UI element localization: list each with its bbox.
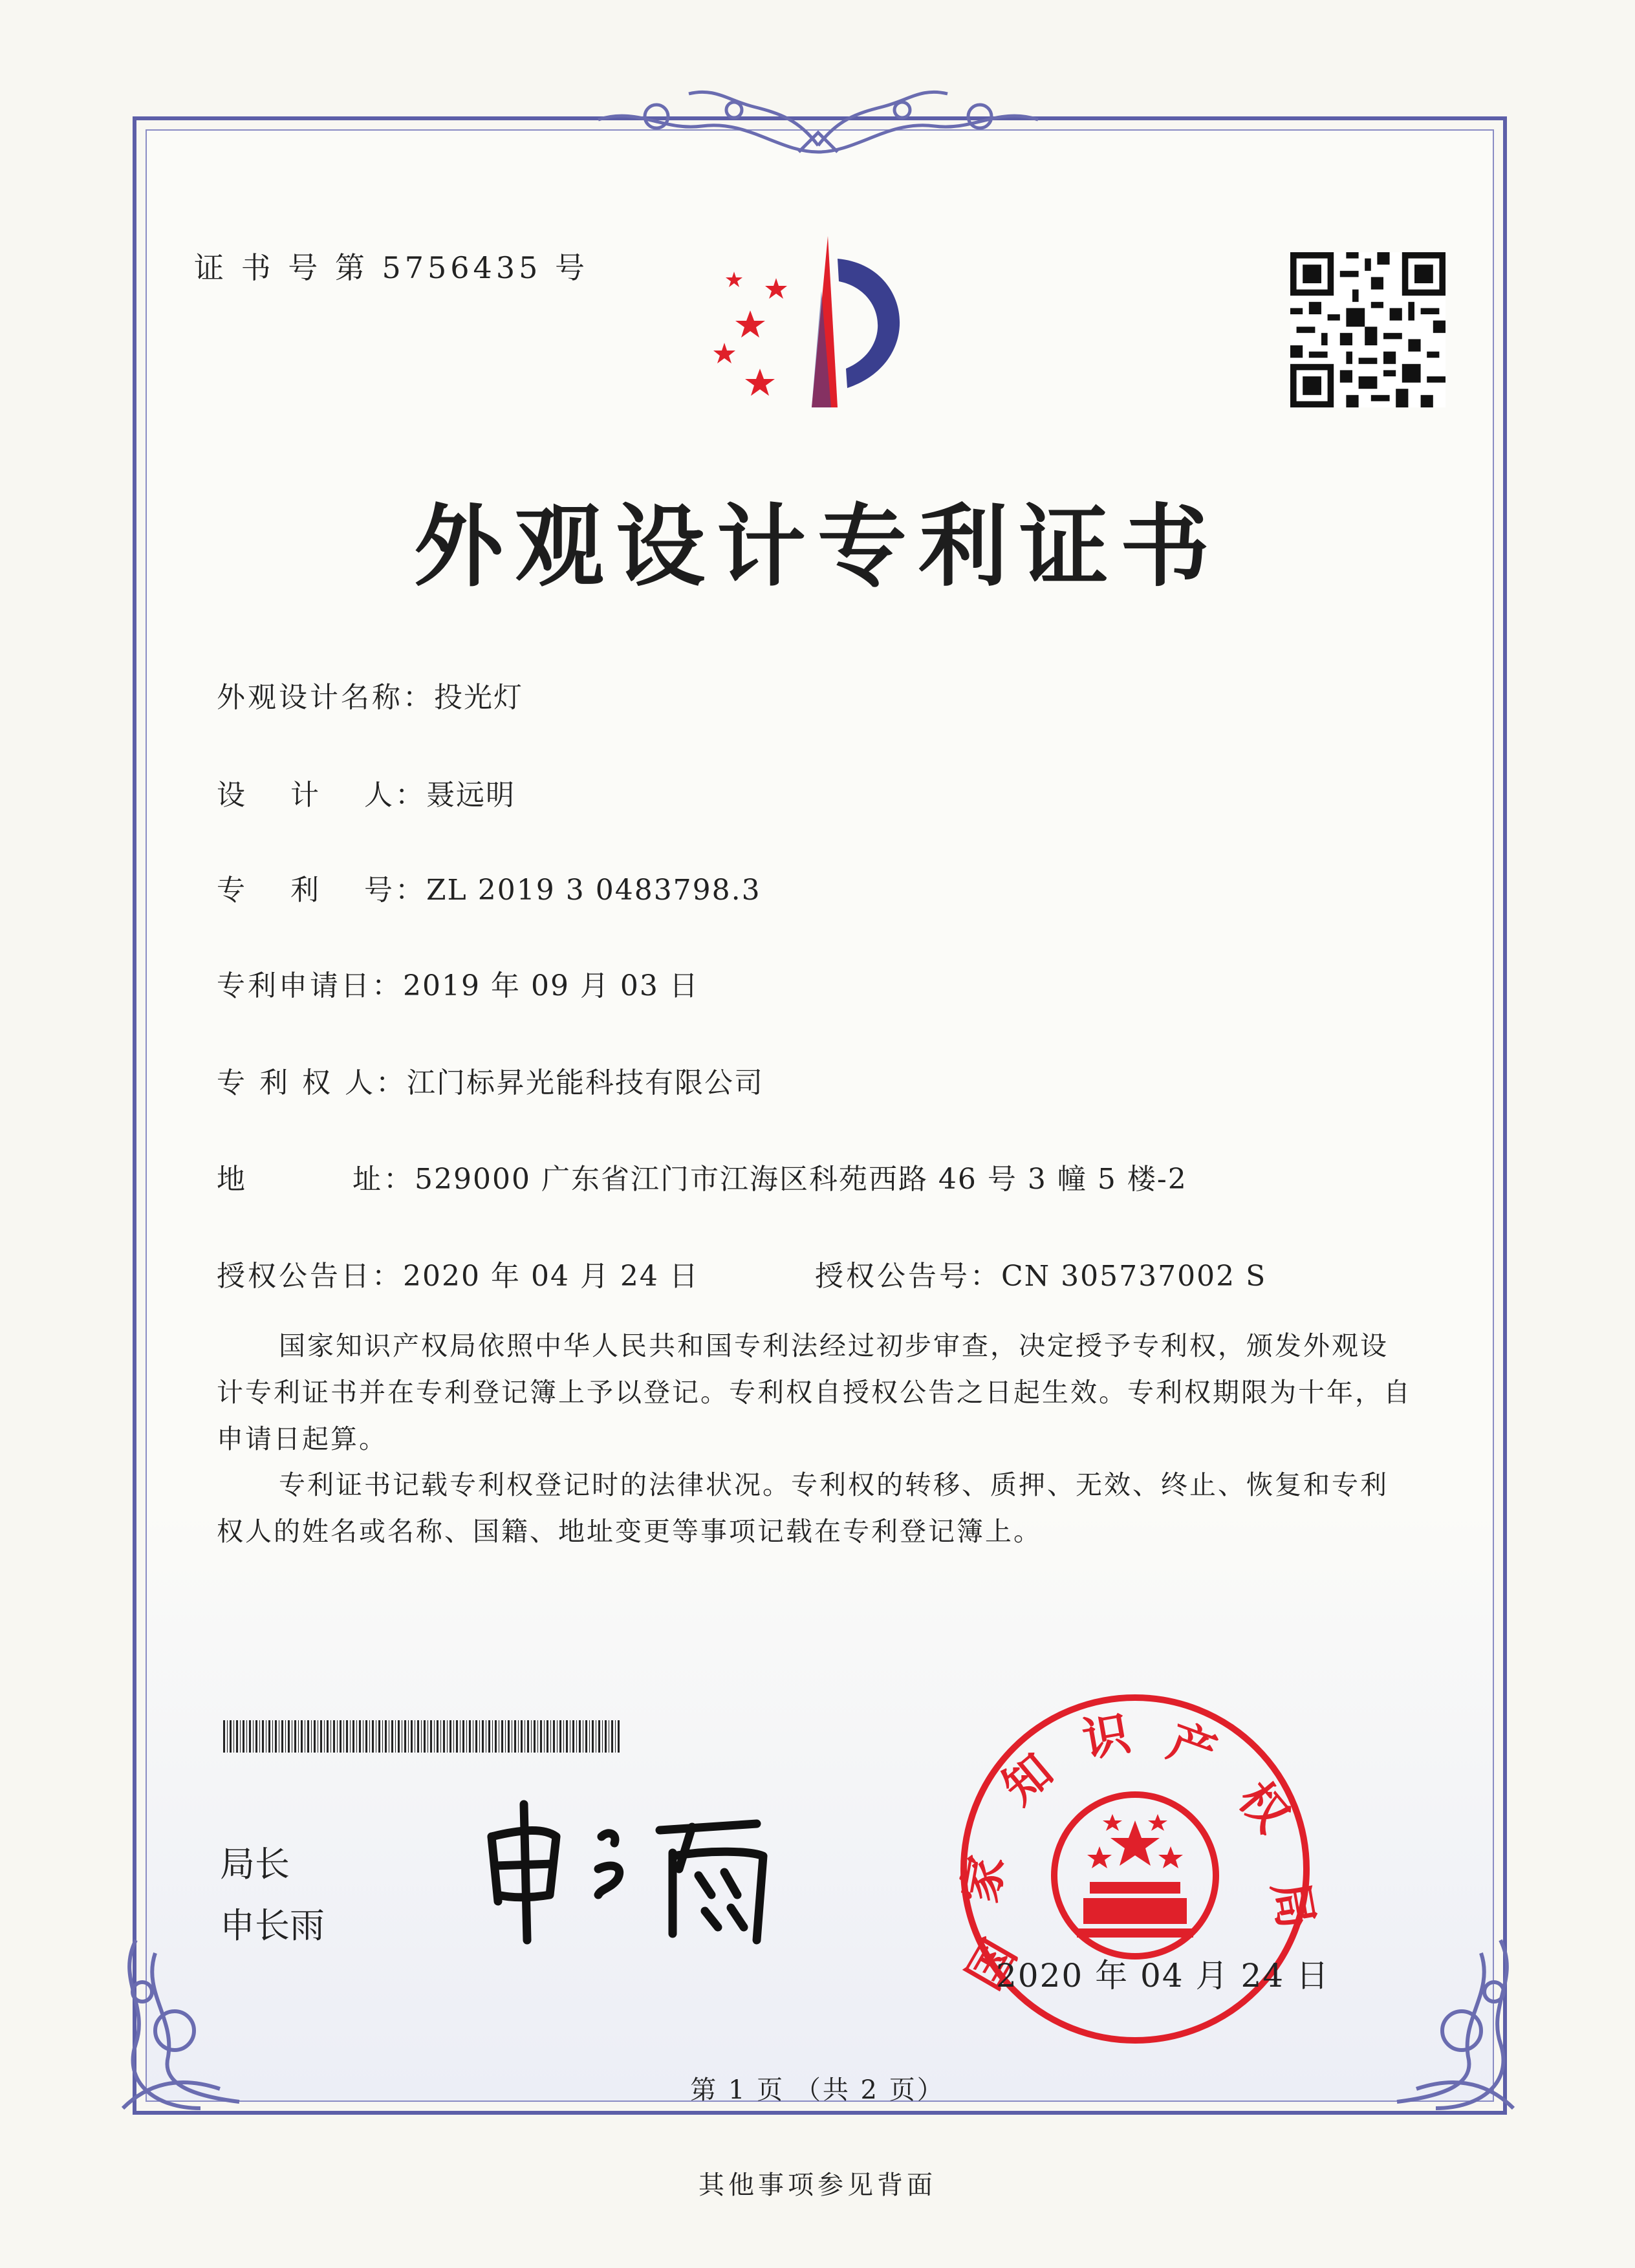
svg-text:局: 局 (1262, 1877, 1323, 1933)
design-name-label: 外观设计名称： (217, 681, 434, 714)
address-value: 529000 广东省江门市江海区科苑西路 46 号 3 幢 5 楼-2 (415, 1163, 1187, 1196)
patentee-label: 专 利 权 人： (217, 1066, 407, 1099)
patentee-field (217, 1059, 764, 1101)
patent-number-label: 专 利 号： (217, 874, 426, 907)
certificate-number: 证 书 号 第 5756435 号 (194, 250, 589, 285)
barcode-icon (223, 1720, 621, 1753)
director-title: 局长 (220, 1844, 290, 1885)
svg-text:知: 知 (993, 1744, 1063, 1815)
announcement-number-field (815, 1253, 1266, 1294)
page-indicator: 第 1 页 （共 2 页） (690, 2075, 945, 2105)
design-name-field (217, 674, 523, 715)
svg-text:识: 识 (1079, 1707, 1134, 1767)
notice-paragraph-1: 国家知识产权局依照中华人民共和国专利法经过初步审查，决定授予专利权，颁发外观设计专利证书并在专利登记簿上予以登记。专利权自授权公告之日起生效。专利权期限为十年，自申请日起算。 (217, 1330, 1412, 1454)
announcement-number-label: 授权公告号： (815, 1260, 1001, 1293)
designer-field (217, 772, 515, 813)
svg-text:产: 产 (1161, 1715, 1223, 1780)
patent-number-field (217, 867, 761, 908)
qr-code-icon (1290, 252, 1446, 407)
page-title: 外观设计专利证书 (413, 493, 1221, 599)
designer-value: 聂远明 (426, 779, 515, 812)
back-note: 其他事项参见背面 (698, 2170, 937, 2200)
patent-number-value: ZL 2019 3 0483798.3 (426, 874, 761, 907)
filing-date-field (217, 962, 699, 1004)
svg-text:国: 国 (958, 1931, 1026, 1998)
announcement-number-value: CN 305737002 S (1001, 1260, 1267, 1293)
announcement-date-label: 授权公告日： (217, 1260, 403, 1293)
address-field (217, 1156, 1187, 1197)
announcement-date-value: 2020 年 04 月 24 日 (403, 1260, 699, 1293)
director-name: 申长雨 (220, 1905, 325, 1946)
cnipa-logo-icon (698, 233, 944, 420)
top-ornament-icon (585, 81, 1051, 165)
svg-text:权: 权 (1228, 1773, 1299, 1842)
filing-date-value: 2019 年 09 月 03 日 (403, 969, 699, 1002)
director-signature-icon (479, 1791, 815, 1960)
patentee-value: 江门标昇光能科技有限公司 (406, 1066, 764, 1099)
address-label: 地 址： (217, 1163, 415, 1196)
design-name-value: 投光灯 (434, 681, 523, 714)
seal-date: 2020 年 04 月 24 日 (996, 1957, 1330, 1994)
notice-paragraph-2: 专利证书记载专利权登记时的法律状况。专利权的转移、质押、无效、终止、恢复和专利权人的姓名或名称、国籍、地址变更等事项记载在专利登记簿上。 (217, 1469, 1389, 1547)
announcement-date-field (217, 1253, 699, 1294)
svg-text:家: 家 (954, 1852, 1014, 1907)
filing-date-label: 专利申请日： (217, 969, 403, 1002)
designer-label: 设 计 人： (217, 779, 426, 812)
